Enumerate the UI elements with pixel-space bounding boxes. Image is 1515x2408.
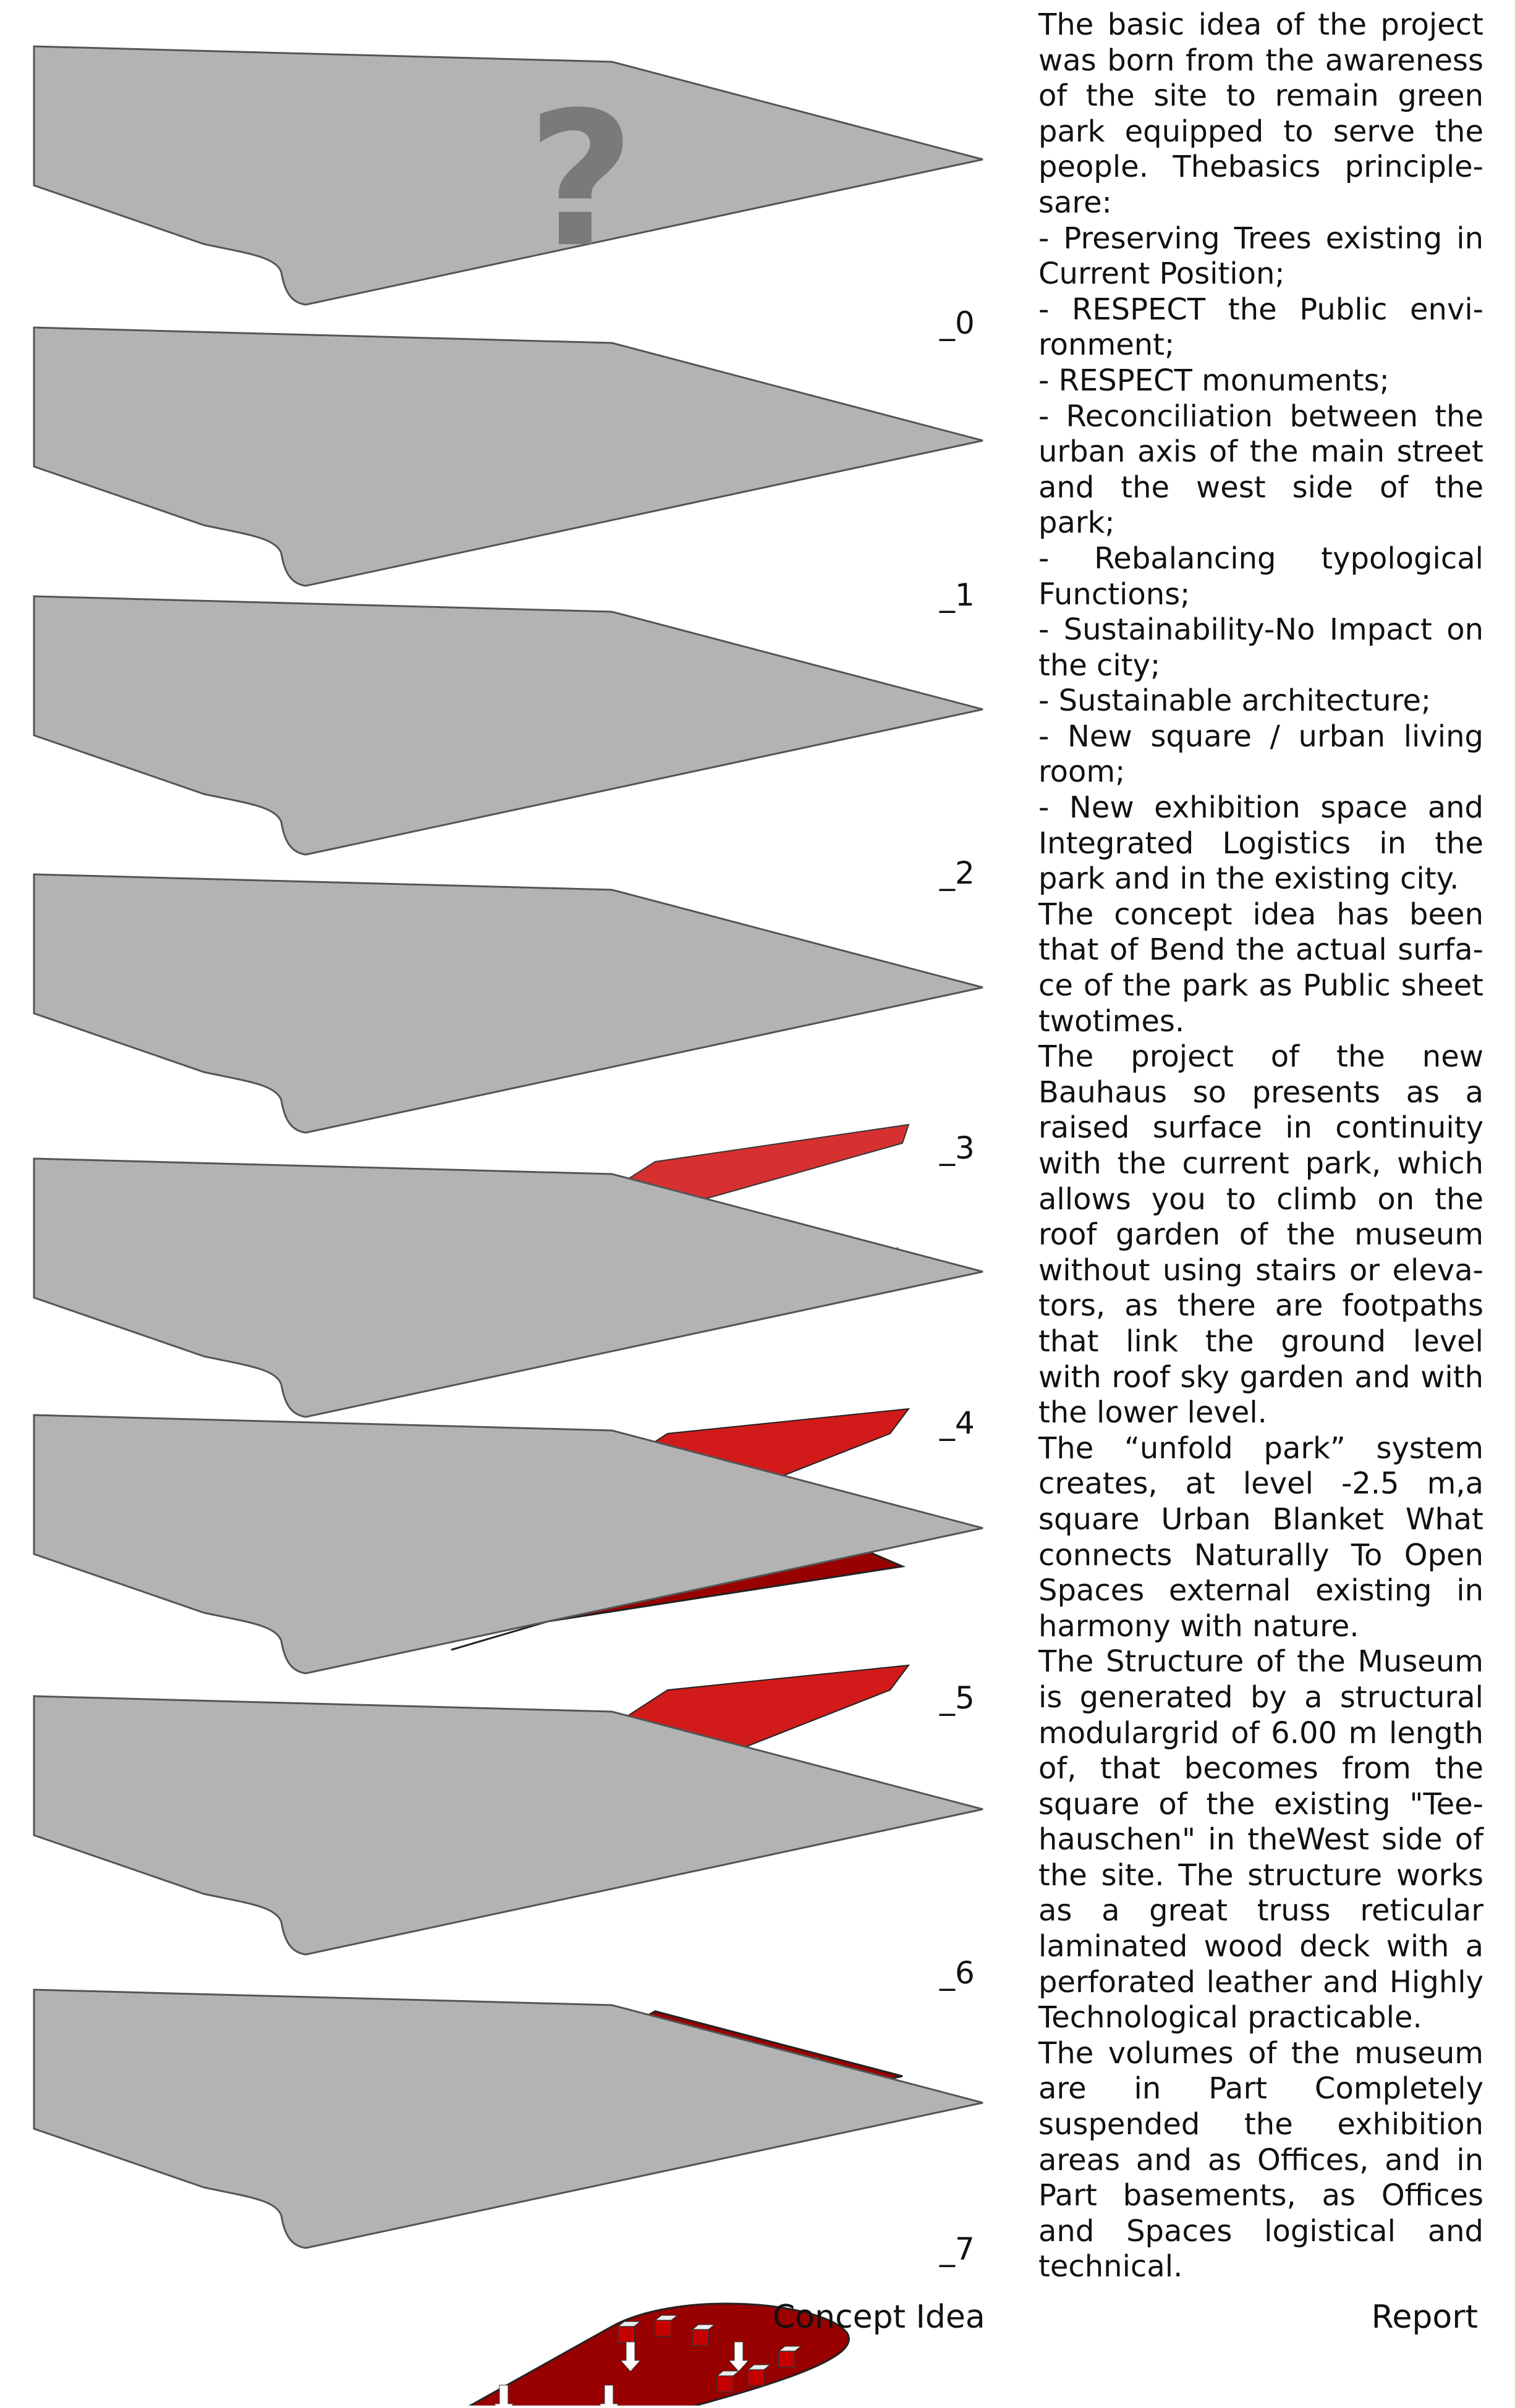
report-paragraph: - Reconciliation between the urban axis of the main street and the west side of the park; (1038, 399, 1483, 541)
report-paragraph: - Rebalancing typological Functions; (1038, 541, 1483, 612)
report-text (1038, 7, 1483, 2285)
report-paragraph: The basic idea of the project was born from the awareness of the site to remain green park equipped to serve the people. Thebasics principle-sare: (1038, 7, 1483, 220)
layer-0 (34, 46, 983, 305)
report-paragraph: - RESPECT monuments; (1038, 363, 1390, 398)
report-paragraph: - New square / urban living room; (1038, 719, 1483, 790)
site-plane (34, 327, 983, 586)
layer-7 (34, 1990, 983, 2406)
museum-volume (655, 2320, 671, 2336)
step-label-1: _1 (940, 577, 975, 613)
site-plane (34, 1696, 983, 1954)
caption-concept-idea: Concept Idea (773, 2299, 985, 2336)
museum-volume (748, 2370, 764, 2386)
museum-volume (717, 2376, 733, 2392)
museum-volume (779, 2351, 795, 2367)
site-plane (34, 1159, 983, 1417)
site-plane (34, 596, 983, 855)
question-mark: ? (527, 72, 635, 288)
step-label-2: _2 (940, 855, 975, 891)
report-paragraph: - Preserving Trees existing in Current Position; (1038, 221, 1483, 292)
report-paragraph: - New exhibition space and Integrated Logistics in the park and in the existing city. (1038, 790, 1483, 897)
museum-volume (618, 2326, 634, 2343)
site-plane (34, 46, 983, 305)
step-label-4: _4 (940, 1405, 975, 1441)
report-paragraph: The project of the new Bauhaus so presents as a raised surface in continuity with the current park, which allows you to climb on the roof garden of the museum without using stairs or eleva-tors, as there are footpaths that link the ground level with roof sky garden and with the lower level. (1038, 1039, 1483, 1430)
caption-report: Report (1371, 2299, 1478, 2336)
report-paragraph: The Structure of the Museum is generated by a structural modulargrid of 6.00 m length of, that becomes from the square of the existing "Tee-hauschen" in theWest side of the site. The structure works as a great truss reticular laminated wood deck with a perforated leather and Highly Technological practicable. (1038, 1644, 1483, 2035)
step-label-0: _0 (940, 305, 975, 341)
red-slab-volumes (325, 2304, 849, 2406)
site-plane (34, 1415, 983, 1673)
report-paragraph: - Sustainability-No Impact on the city; (1038, 612, 1483, 683)
site-plane (34, 874, 983, 1133)
report-paragraph: The “unfold park” system creates, at level -2.5 m,a square Urban Blanket What connects Naturally To Open Spaces external existing in harmony with nature. (1038, 1430, 1483, 1644)
report-paragraph: The volumes of the museum are in Part Completely suspended the exhibition areas and as Offices, and in Part basements, as Offices and Spaces logistical and technical. (1038, 2035, 1483, 2284)
site-plane (34, 1990, 983, 2248)
museum-volume (692, 2330, 708, 2346)
step-label-6: _6 (940, 1955, 975, 1991)
step-label-7: _7 (940, 2231, 975, 2267)
report-paragraph: - Sustainable architecture; (1038, 683, 1432, 719)
report-paragraph: - RESPECT the Public envi-ronment; (1038, 292, 1483, 363)
step-label-5: _5 (940, 1680, 975, 1716)
step-label-3: _3 (940, 1130, 975, 1166)
report-paragraph: The concept idea has been that of Bend the actual surfa-ce of the park as Public sheet twotimes. (1038, 897, 1483, 1039)
